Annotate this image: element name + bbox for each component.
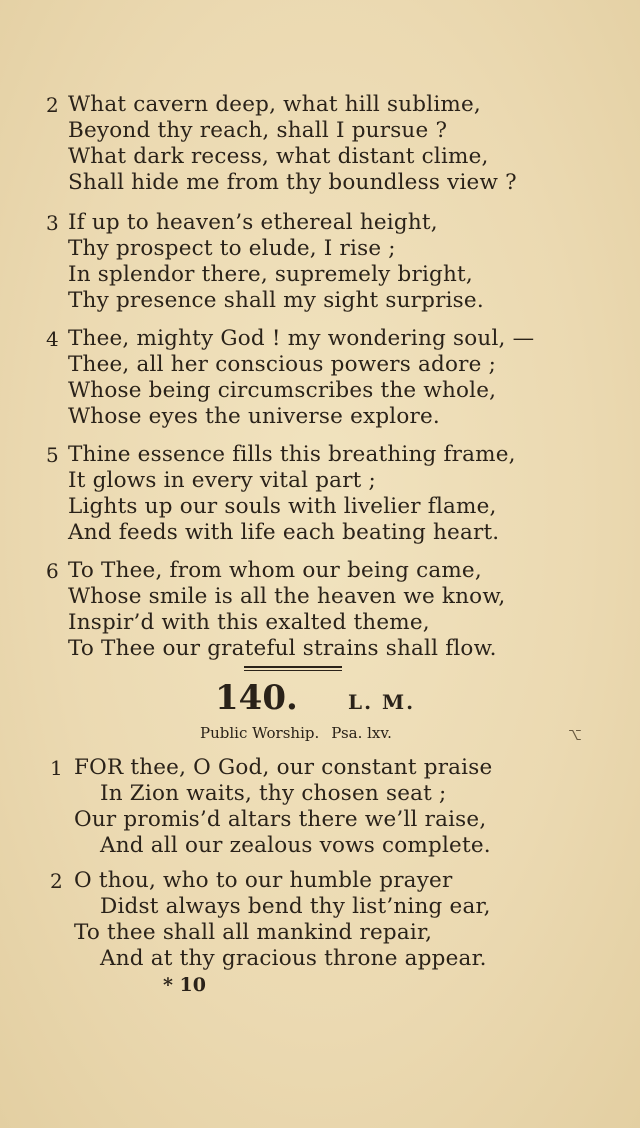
stanza-number: 1 <box>50 756 63 780</box>
verse-line: Whose smile is all the heaven we know, <box>68 584 506 609</box>
verse-line: And all our zealous vows complete. <box>100 833 491 858</box>
verse-line: In splendor there, supremely bright, <box>68 262 473 287</box>
stanza-number: 2 <box>50 869 63 893</box>
verse-line: Whose being circumscribes the whole, <box>68 378 497 403</box>
scripture-reference: Psa. lxv. <box>331 724 392 742</box>
verse-line: To thee shall all mankind repair, <box>74 920 433 945</box>
verse-line: And at thy gracious throne appear. <box>100 946 487 971</box>
verse-line: If up to heaven’s ethereal height, <box>68 210 438 235</box>
hymn-number: 140. <box>215 678 298 718</box>
verse-line: To Thee, from whom our being came, <box>68 558 482 583</box>
verse-line: Beyond thy reach, shall I pursue ? <box>68 118 448 143</box>
section-divider <box>244 666 342 668</box>
stanza-number: 4 <box>46 327 59 351</box>
verse-line: Thee, all her conscious powers adore ; <box>68 352 497 377</box>
verse-line: FOR thee, O God, our constant praise <box>74 755 493 780</box>
verse-line: Thy presence shall my sight surprise. <box>68 288 484 313</box>
verse-line: Thy prospect to elude, I rise ; <box>68 236 396 261</box>
verse-line: And feeds with life each beating heart. <box>68 520 500 545</box>
verse-line: Inspir’d with this exalted theme, <box>68 610 430 635</box>
verse-line: It glows in every vital part ; <box>68 468 376 493</box>
verse-line: What cavern deep, what hill sublime, <box>68 92 481 117</box>
verse-line: Whose eyes the universe explore. <box>68 404 440 429</box>
signature-mark: * 10 <box>163 974 206 996</box>
verse-line: Didst always bend thy list’ning ear, <box>100 894 491 919</box>
verse-line: What dark recess, what distant clime, <box>68 144 489 169</box>
page-mark: ⌥ <box>568 728 582 744</box>
stanza-number: 5 <box>46 443 59 467</box>
verse-line: To Thee our grateful strains shall flow. <box>68 636 497 661</box>
verse-line: O thou, who to our humble prayer <box>74 868 453 893</box>
stanza-number: 6 <box>46 559 59 583</box>
verse-line: Our promis’d altars there we’ll raise, <box>74 807 487 832</box>
verse-line: In Zion waits, thy chosen seat ; <box>100 781 447 806</box>
hymn-meter: L. M. <box>348 690 416 714</box>
verse-line: Shall hide me from thy boundless view ? <box>68 170 517 195</box>
verse-line: Lights up our souls with livelier flame, <box>68 494 497 519</box>
verse-line: Thee, mighty God ! my wondering soul, — <box>68 326 535 351</box>
stanza-number: 2 <box>46 93 59 117</box>
stanza-number: 3 <box>46 211 59 235</box>
verse-line: Thine essence fills this breathing frame, <box>68 442 516 467</box>
hymn-subtitle <box>200 723 392 743</box>
hymn-title: Public Worship. <box>200 724 320 742</box>
